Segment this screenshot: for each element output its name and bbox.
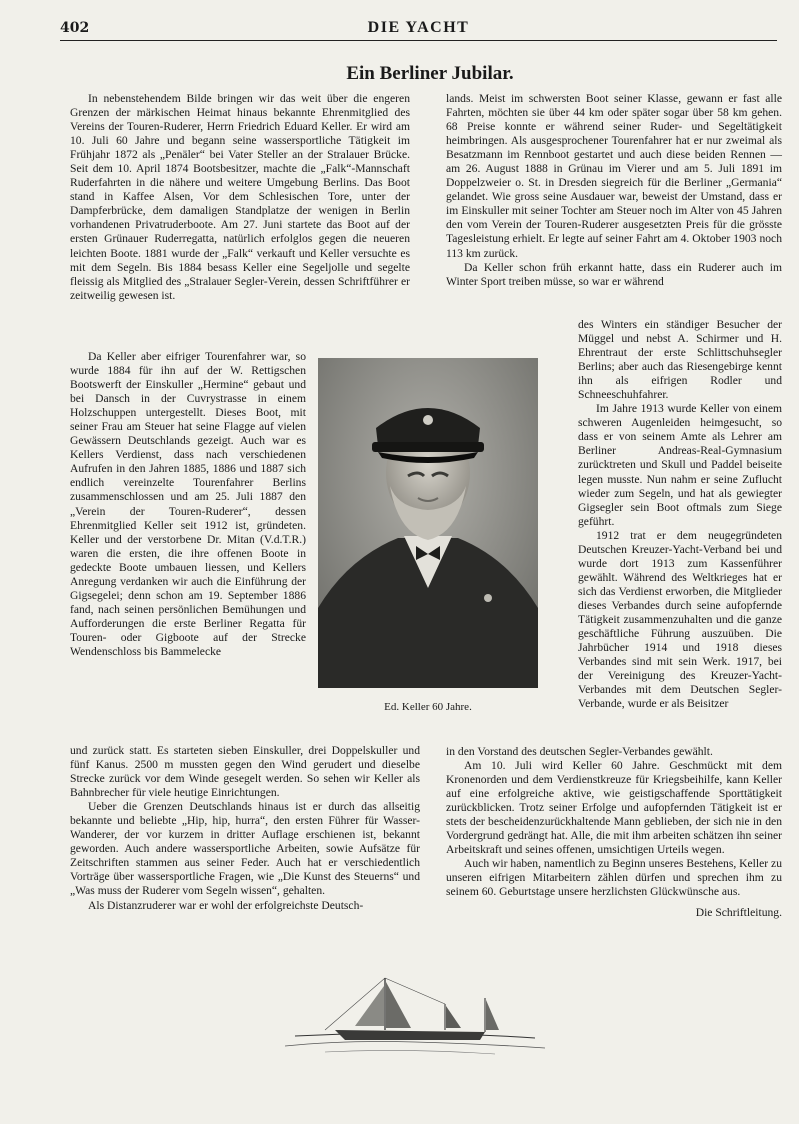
journal-title: DIE YACHT xyxy=(367,19,470,36)
column-left-top xyxy=(70,92,410,364)
paragraph: Im Jahre 1913 wurde Keller von einem schweren Augenleiden heimgesucht, so dass er von seinem Amte als Lehrer am Berliner Andreas-Real-Gymnasium zurücktreten und Skull und Paddel beiseite legen musste. Nun nahm er seine Zuflucht wieder zum Segeln, und hat als gewiegter Gigsegler sein Boot oftmals zum Siege geführt. xyxy=(578,402,782,528)
running-head xyxy=(60,18,777,41)
paragraph: Ueber die Grenzen Deutschlands hinaus ist er durch das allseitig bekannte und beliebte „Hip, hip, hurra“, den ersten Führer für Wasser-Wanderer, der vor kurzem in dritter Auflage erschienen ist, bekannt geworden. Auch andere wassersportliche Arbeiten, sowie Aufsätze für Zeitschriften stammen aus seiner Feder. Auch hat er verschiedentlich Vorträge über wassersportliche Fragen, wie „Die Kunst des Steuerns“ und „Was muss der Ruderer vom Segeln wissen“, gehalten. xyxy=(70,800,420,898)
paragraph: Da Keller schon früh erkannt hatte, dass ein Ruderer auch im Winter Sport treiben müsse, so war er während xyxy=(446,260,782,288)
paragraph: Am 10. Juli wird Keller 60 Jahre. Geschmückt mit dem Kronenorden und dem Verdienstkreuze für Kriegsbeihilfe, kann Keller auf eine erfolgreiche aktive, wie geistigschaffende Sporttätigkeit zurückblicken. Trotz seiner Erfolge und aufopfernden Tätigkeit ist er stets der bescheidenzurückhaltende Mann geblieben, der sich nie in den Vordergrund gedrängt hat. Alle, die mit ihm arbeiten schätzen ihn seiner Arbeitskraft und seines offenen, umsichtigen Urteils wegen. xyxy=(446,759,782,857)
paragraph: lands. Meist im schwersten Boot seiner Klasse, gewann er fast alle Fahrten, möchten sie über 44 km oder später sogar über 58 km gehen. 68 Preise konnte er während seiner Ruder- und Segeltätigkeit heimbringen. Als ausgesprochener Tourenfahrer hat er nur zweimal als Besatzmann im Rennboot gestartet und auch diese beiden Rennen — am 26. August 1888 in Grünau im Vierer und am 5. Juli 1891 im Doppelzweier o. St. in Dresden siegreich für die Berliner „Germania“ gelandet. Wie gross seine Ausdauer war, beweist der Umstand, dass er im Einskuller mit seiner Tochter am Steuer noch im Alter von 45 Jahren den vom Verein der Touren-Ruderer ausgesetzten Preis für die grösste Tagesleistung erhielt. Er legte auf seiner Fahrt am 4. Oktober 1903 noch 113 km zurück. xyxy=(446,92,782,260)
column-right-bottom xyxy=(446,745,782,955)
paragraph: Auch wir haben, namentlich zu Beginn unseres Bestehens, Keller zu unseren eifrigen Mitarbeitern zählen dürfen und sprechen ihm zu seinem 60. Geburtstage unsere herzlichsten Glückwünsche aus. xyxy=(446,857,782,899)
signature: Die Schriftleitung. xyxy=(695,905,782,919)
paragraph: 1912 trat er dem neugegründeten Deutschen Kreuzer-Yacht-Verband bei und wurde dort 1913 zum Kassenführer gewählt. Während des Weltkrieges hat er sich das Verdienst erworben, die Mitglieder dieses Verbandes durch seine aufopfernde Tätigkeit zusammenzuhalten und die ganze geschäftliche Führung auszuüben. Die Jahrbücher 1914 und 1918 dieses Verbandes sind mit sein Werk. 1917, bei der Vereinigung des Kreuzer-Yacht-Verbandes mit dem Deutschen Segler-Verbande, wurde er als Beisitzer xyxy=(578,528,782,711)
column-right-middle xyxy=(578,318,782,752)
paragraph: Da Keller aber eifriger Tourenfahrer war, so wurde 1884 für ihn auf der W. Rettigschen Bootswerft der Einskuller „Hermine“ gebaut und bei Dansch in der Cuvrystrasse in einem Holzschuppen untergestellt. Dieses Boot, mit seiner Frau am Steuer hat seine Flagge auf vielen Gewässern Deutschlands gezeigt. Auch war es Kellers Verdienst, dass nach verschiedenen Aufrufen in den Jahren 1885, 1886 und 1887 sich endlich vereinzelte Tourenfahrer Berlins zusammenschlossen und am 25. Juli 1887 den „Verein der Touren-Ruderer“, dessen Ehrenmitglied Keller seit 1912 ist, gründeten. Keller und der verstorbene Dr. Mitan (V.d.T.R.) waren die ersten, die ihre offenen Boote in gedeckte Boote umbauen liessen, und Kellers Anregung verdanken wir auch die Einführung der Gigsegelei; denn schon am 19. September 1886 fand, nach seinen persönlichen Bemühungen und Aufforderungen die erste Berliner Regatta für Touren- oder Gigboote auf der Strecke Wendenschloss bis Bammelecke xyxy=(70,350,306,658)
column-left-bottom xyxy=(70,744,420,962)
page-number: 402 xyxy=(60,20,90,36)
paragraph: in den Vorstand des deutschen Segler-Verbandes gewählt. xyxy=(446,745,713,758)
paragraph: In nebenstehendem Bilde bringen wir das weit über die engeren Grenzen der märkischen Heimat hinaus bekannte Ehrenmitglied des Vereins der Touren-Ruderer, Herrn Friedrich Eduard Keller. Er wird am 10. Juli 60 Jahre und begann seine wassersportliche Tätigkeit im Frühjahr 1872 als „Penäler“ bei Vater Steller an der Stralauer Brücke. Seit dem 10. April 1874 Bootsbesitzer, machte die „Falk“-Mannschaft Ruderfahrten in die nähere und weitere Umgebung Berlins. Das Boot stand in Kaffee Alsen, Vor dem Schlesischen Tore, unter der Dampferbrücke, dem damaligen Standplatze der wenigen in Berlin vorhandenen Privatruderboote. Am 27. Juni startete das Boot auf der ersten Grünauer Ruderregatta, natürlich erfolglos gegen die neueren leichten Boote. 1881 wurde der „Falk“ verkauft und Keller versuchte es mit dem Segeln. Bis 1884 besass Keller eine Segeljolle und segelte fleissig als Mitglied des „Stralauer Segler-Verein, dessen Schriftführer er zeitweilig gewesen ist. xyxy=(70,92,410,302)
column-left-middle xyxy=(70,350,306,742)
paragraph: des Winters ein ständiger Besucher der Müggel und nebst A. Schirmer und H. Ehrentraut der erste Schlittschuhsegler Berlins; aber auch das Riesengebirge kennt ihn als eifrigen Rodler und Schneeschuhfahrer. xyxy=(578,318,782,402)
paragraph: Als Distanzruderer war er wohl der erfolgreichste Deutsch- xyxy=(88,898,364,912)
sailing-ship-vignette-icon xyxy=(285,968,545,1068)
portrait-photo xyxy=(318,358,538,688)
article-title: Ein Berliner Jubilar. xyxy=(346,63,514,84)
photo-caption: Ed. Keller 60 Jahre. xyxy=(384,701,472,713)
portrait-photo-icon xyxy=(318,358,538,688)
paragraph: und zurück statt. Es starteten sieben Einskuller, drei Doppelskuller und fünf Kanus. 2500 m mussten gegen den Wind gerudert und dieselbe Strecke zurück vor dem Winde gesegelt werden. So sehen wir Keller als Bahnbrecher für viele heutige Einrichtungen. xyxy=(70,744,420,800)
column-right-top xyxy=(446,92,782,318)
